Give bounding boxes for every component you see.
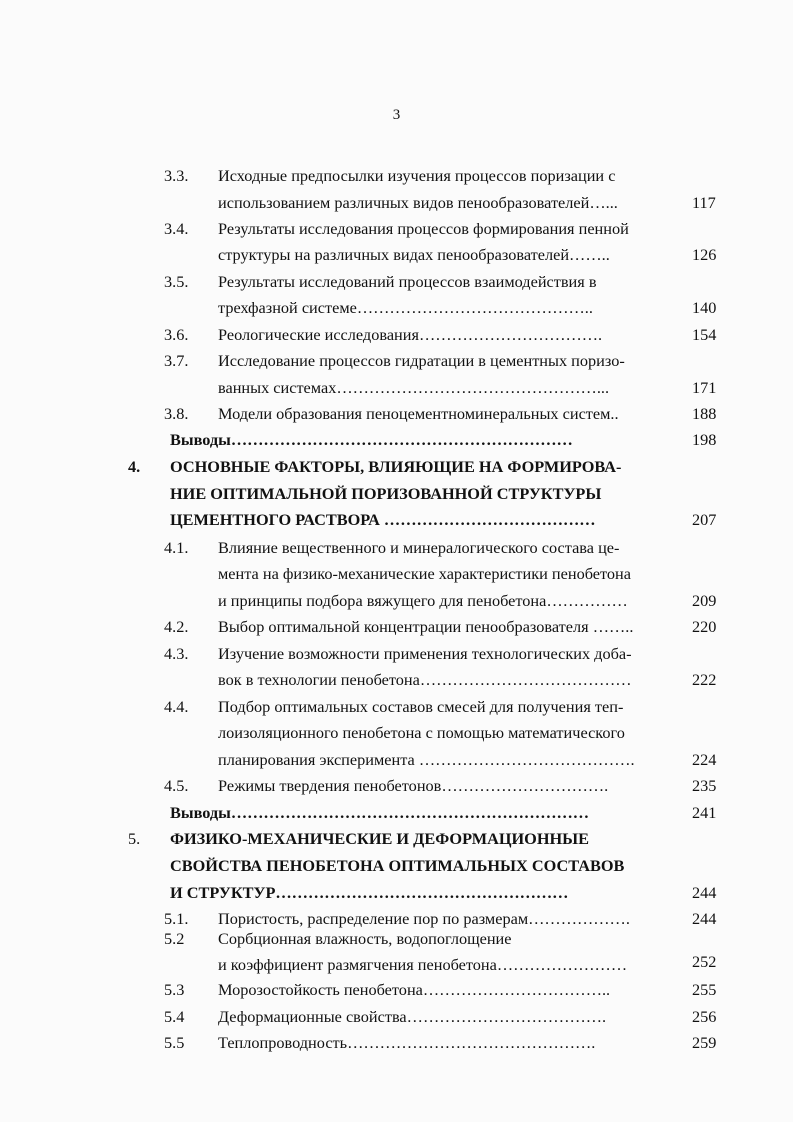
toc-chapter-title: ФИЗИКО-МЕХАНИЧЕСКИЕ И ДЕФОРМАЦИОННЫЕ [170, 829, 589, 848]
toc-page: 244 [692, 909, 717, 928]
toc-page: 244 [692, 883, 717, 902]
toc-title: Теплопроводность………………………………………. [218, 1033, 596, 1052]
toc-page: 126 [692, 245, 717, 264]
toc-num: 5.2 [164, 929, 185, 948]
toc-title: Деформационные свойства………………………………. [218, 1007, 607, 1026]
toc-page: 224 [692, 750, 717, 769]
toc-num: 4.1. [164, 538, 189, 557]
toc-page: 188 [692, 404, 717, 423]
toc-page: 117 [692, 193, 716, 212]
toc-page: 209 [692, 591, 717, 610]
toc-title: Результаты исследований процессов взаимодействия в [218, 272, 597, 291]
toc-page: 222 [692, 670, 717, 689]
toc-title [170, 803, 589, 823]
toc-num: 3.7. [164, 351, 189, 370]
toc-page: 252 [692, 952, 717, 971]
toc-page: 259 [692, 1033, 717, 1052]
toc-title: трехфазной системе…………………………………….. [218, 298, 593, 317]
toc-title: Исследование процессов гидратации в цементных поризо- [218, 351, 625, 370]
toc-num: 5. [128, 829, 141, 848]
toc-conclusions-label: Выводы……………………………………………………… [170, 430, 573, 449]
toc-num: 3.8. [164, 404, 189, 423]
toc-title [170, 430, 573, 450]
toc-num: 4. [128, 457, 141, 476]
toc-num: 4.4. [164, 697, 189, 716]
toc-chapter-title: НИЕ ОПТИМАЛЬНОЙ ПОРИЗОВАННОЙ СТРУКТУРЫ [170, 484, 602, 503]
toc-num: 3.4. [164, 219, 189, 238]
toc-title: лоизоляционного пенобетона с помощью математического [218, 723, 625, 742]
toc-page: 235 [692, 776, 717, 795]
toc-title: использованием различных видов пенообразователей…... [218, 193, 618, 212]
toc-title: Влияние вещественного и минералогического состава це- [218, 538, 620, 557]
toc-title: Морозостойкость пенобетона…………………………….. [218, 980, 611, 999]
toc-chapter-title [170, 883, 568, 903]
toc-chapter-title-text: И СТРУКТУР……………………………………………… [170, 883, 569, 902]
toc-num: 5.3 [164, 980, 185, 999]
toc-title: Изучение возможности применения технологических доба- [218, 644, 632, 663]
toc-title: Сорбционная влажность, водопоглощение [218, 929, 512, 948]
toc-title: структуры на различных видах пенообразователей…….. [218, 245, 610, 264]
toc-chapter-title-text: ЦЕМЕНТНОГО РАСТВОРА ………………………………… [170, 510, 596, 529]
toc-chapter-title: ОСНОВНЫЕ ФАКТОРЫ, ВЛИЯЮЩИЕ НА ФОРМИРОВА- [170, 457, 622, 476]
toc-title: Результаты исследования процессов формирования пенной [218, 219, 629, 238]
toc-chapter-title: СВОЙСТВА ПЕНОБЕТОНА ОПТИМАЛЬНЫХ СОСТАВОВ [170, 856, 625, 875]
toc-title: Модели образования пеноцементноминеральных систем.. [218, 404, 619, 423]
toc-page: 241 [692, 803, 717, 822]
toc-page: 140 [692, 298, 717, 317]
toc-num: 3.6. [164, 325, 189, 344]
toc-title: Режимы твердения пенобетонов…………………………. [218, 776, 609, 795]
toc-conclusions-label: Выводы………………………………………………………… [170, 803, 590, 822]
toc-title: ванных системах…………………………………………... [218, 378, 610, 397]
toc-num: 5.5 [164, 1033, 185, 1052]
toc-title: Исходные предпосылки изучения процессов поризации с [218, 166, 616, 185]
toc-title: мента на физико-механические характеристики пенобетона [218, 564, 632, 583]
toc-page: 220 [692, 617, 717, 636]
toc-page: 198 [692, 430, 717, 449]
toc-page: 154 [692, 325, 717, 344]
toc-num: 4.3. [164, 644, 189, 663]
toc-title: Реологические исследования……………………………. [218, 325, 603, 344]
toc-title: вок в технологии пенобетона………………………………… [218, 670, 632, 689]
toc-num: 3.3. [164, 166, 189, 185]
toc-chapter-title [170, 510, 596, 530]
toc-page: 207 [692, 510, 717, 529]
toc-num: 4.5. [164, 776, 189, 795]
toc-title: планирования эксперимента …………………………………. [218, 750, 635, 769]
page-number: 3 [392, 107, 401, 123]
toc-title: и принципы подбора вяжущего для пенобетона…………… [218, 591, 628, 610]
toc-title: и коэффициент размягчения пенобетона…………………… [218, 955, 628, 974]
toc-page: 171 [692, 378, 717, 397]
toc-page: 256 [692, 1007, 717, 1026]
toc-num: 5.1. [164, 909, 189, 928]
toc-num: 4.2. [164, 617, 189, 636]
toc-title: Выбор оптимальной концентрации пенообразователя …….. [218, 617, 634, 636]
toc-title: Подбор оптимальных составов смесей для получения теп- [218, 697, 624, 716]
toc-title: Пористость, распределение пор по размерам………………. [218, 909, 630, 928]
toc-num: 5.4 [164, 1007, 185, 1026]
toc-page: 255 [692, 980, 717, 999]
toc-num: 3.5. [164, 272, 189, 291]
